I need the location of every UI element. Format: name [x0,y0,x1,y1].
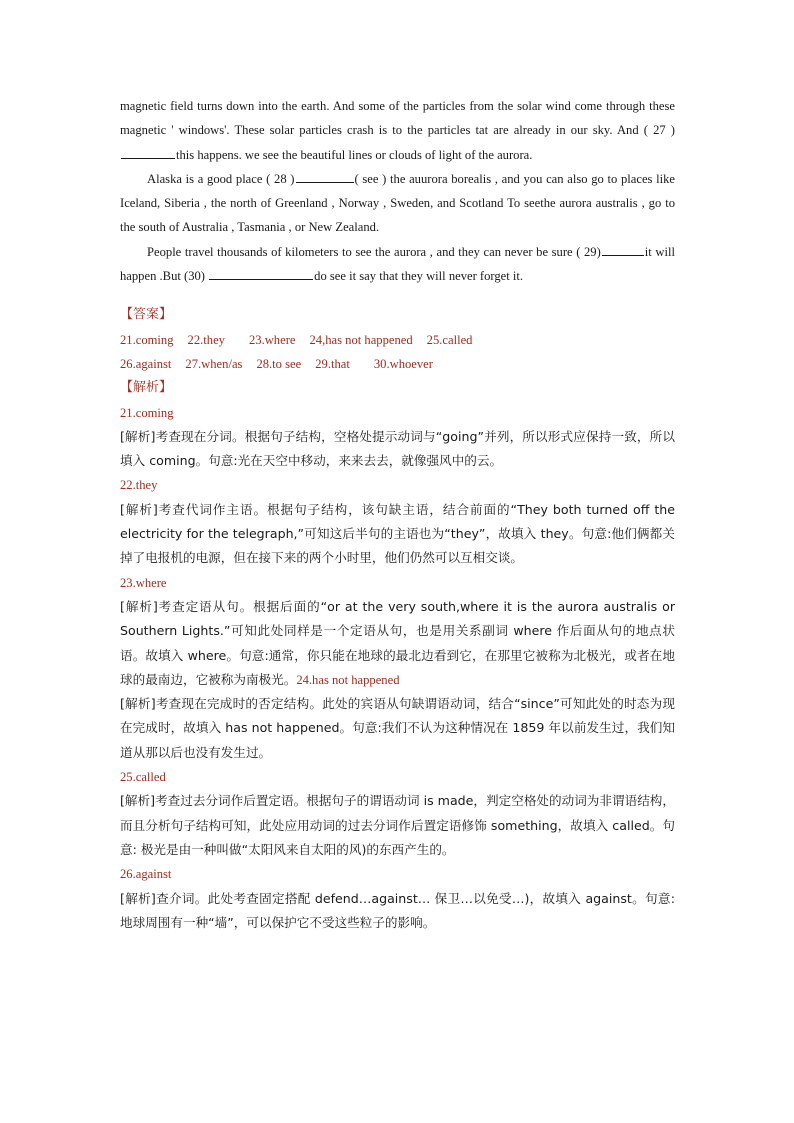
answer-list [120,328,675,377]
analysis-item-24-label: 24.has not happened [296,672,400,687]
passage-text: it will happen .But (30) [120,244,675,284]
analysis-item-21-label: 21.coming [120,405,174,420]
answer-row-1 [120,328,675,352]
analysis-text: [解析]考查定语从句。根据后面的“or at the very south,where it is the aurora australis or Southern Lights.”可知此处同样是一个定语从句，也是用关系副词 where 作后面从句的地点状语。故填入 where。句意:通常，你只能在地球的最北边看到它，在那里它被称为北极光，或者在地球的最南边，它被称为南极光。 [120,598,675,687]
document-content [120,94,675,935]
answer-item: 30.whoever [373,356,433,371]
analysis-item-22-text: [解析]考查代词作主语。根据句子结构，该句缺主语，结合前面的“They both turned off the electricity for the telegraph,”可知这后半句的主语也为“they”，故填入 they。句意:他们俩都关掉了电报机的电源，但在接下来的两个小时里，他们仍然可以互相交谈。 [120,501,675,566]
analysis-item-23-text [120,595,675,692]
analysis-item-21-text: [解析]考查现在分词。根据句子结构，空格处提示动词与“going”并列，所以形式应保持一致，所以填入 coming。句意:光在天空中移动，来来去去，就像强风中的云。 [120,428,675,469]
answer-item: 25.called [426,332,473,347]
answer-item: 26.against [120,356,172,371]
passage-paragraph-1 [120,94,675,167]
analysis-item-26-label: 26.against [120,867,172,882]
passage-text: People travel thousands of kilometers to see the aurora , and they can never be sure ( 29) [147,244,601,259]
answer-row-2 [120,352,675,376]
passage-text: ( see ) the auurora borealis , and you can also go to places like Iceland, Siberia , the north of Greenland , Norway , Sweden, and Scotland To seethe aurora australis , go to the south of Australia , Tasmania , or New Zealand. [120,171,676,235]
answer-heading: 【答案】 [120,307,173,323]
analysis-item-25-text: [解析]考查过去分词作后置定语。根据句子的谓语动词 is made，判定空格处的动词为非谓语结构，而且分析句子结构可知，此处应用动词的过去分词作后置定语修饰 something，故填入 called。句意: 极光是由一种叫做“太阳风来自太阳的风)的东西产生的。 [120,793,675,857]
answer-item: 23.where [248,332,296,347]
blank-29 [602,240,644,256]
blank-30 [209,264,313,280]
analysis-item-22-label: 22.they [120,478,158,493]
passage-text: Alaska is a good place ( 28 ) [147,171,295,186]
analysis-item-24-text: [解析]考查现在完成时的否定结构。此处的宾语从句缺谓语动词，结合“since”可知此处的时态为现在完成时，故填入 has not happened。句意:我们不认为这种情况在 1859 年以前发生过，我们知道从那以后也没有发生过。 [120,696,675,760]
passage-paragraph-2 [120,167,675,240]
answer-item: 28.to see [256,356,302,371]
passage-text: this happens. we see the beautiful lines or clouds of light of the aurora. [176,147,533,162]
passage-text: do see it say that they will never forget it. [314,269,524,284]
answer-item: 27.when/as [185,356,243,371]
blank-28 [296,167,354,183]
answer-item: 22.they [187,332,225,347]
answer-item: 21.coming [120,332,174,347]
analysis-item-25-label: 25.called [120,770,166,785]
passage-text: magnetic field turns down into the earth. And some of the particles from the solar wind come through these magnetic ' windows'. These solar particles crash is to the particles tat are already in our sky. And ( 27 ) [120,99,675,138]
passage-paragraph-3 [120,240,675,289]
analysis-item-26-text: [解析]查介词。此处考查固定搭配 defend…against… 保卫…以免受…)，故填入 against。句意:地球周围有一种“墙”，可以保护它不受这些粒子的影响。 [120,890,675,930]
answer-item: 24,has not happened [309,332,413,347]
answer-item: 29.that [315,356,350,371]
blank-27 [121,143,175,159]
analysis-item-23-label: 23.where [120,575,167,590]
analysis-heading: 【解析】 [120,380,173,396]
